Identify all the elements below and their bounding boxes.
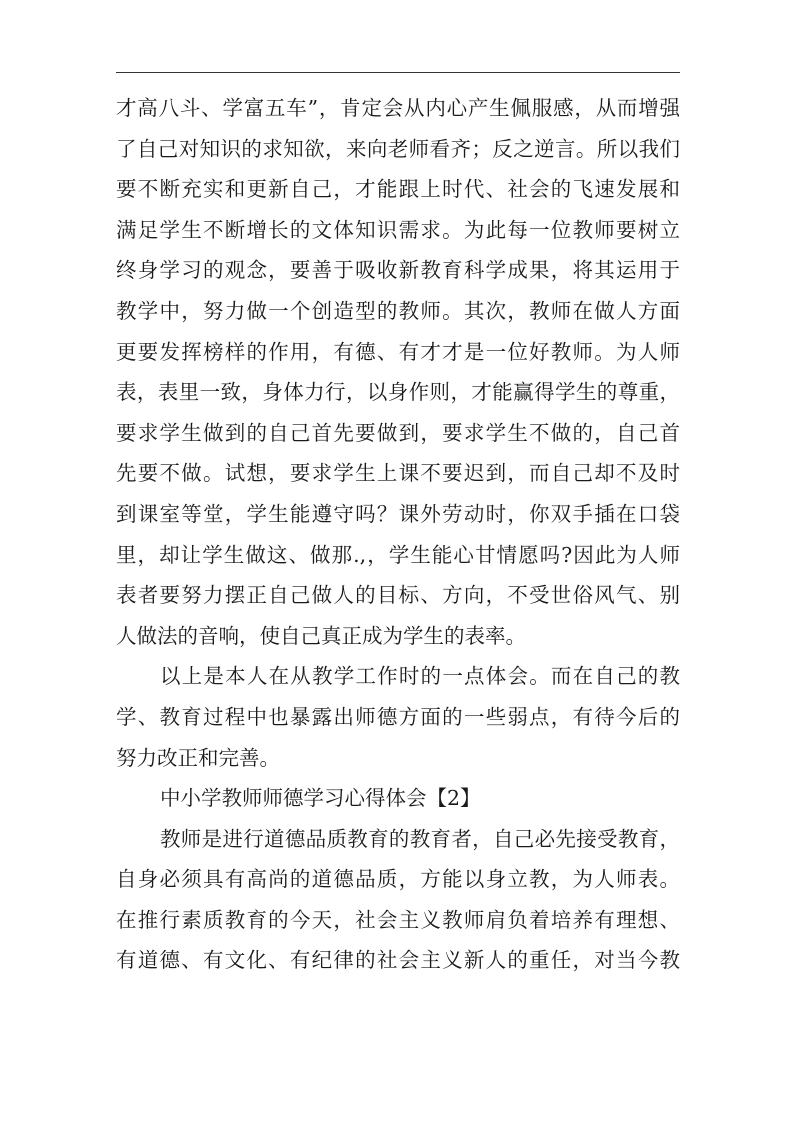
text-line: 教师是进行道德品质教育的教育者，自己必先接受教育， [160, 826, 680, 851]
text-line: 更要发挥榜样的作用，有德、有才才是一位好教师。为人师 [116, 339, 680, 364]
header-rule [116, 72, 680, 73]
text-line: 了自己对知识的求知欲，来向老师看齐；反之逆言。所以我们 [116, 136, 680, 161]
text-line: 人做法的音响，使自己真正成为学生的表率。 [116, 623, 526, 648]
text-line: 满足学生不断增长的文体知识需求。为此每一位教师要树立 [116, 217, 680, 242]
text-line: 先要不做。试想，要求学生上课不要迟到，而自己却不及时 [116, 461, 680, 486]
text-line: 学、教育过程中也暴露出师德方面的一些弱点，有待今后的 [116, 704, 680, 729]
text-line: 努力改正和完善。 [116, 745, 280, 770]
text-line: 以上是本人在从教学工作时的一点体会。而在自己的教 [160, 664, 680, 689]
text-line: 表，表里一致，身体力行，以身作则，才能赢得学生的尊重， [116, 380, 680, 405]
text-line: 要不断充实和更新自己，才能跟上时代、社会的飞速发展和 [116, 177, 680, 202]
text-line: 教学中，努力做一个创造型的教师。其次，教师在做人方面 [116, 298, 680, 323]
section-heading: 中小学教师师德学习心得体会【2】 [160, 786, 481, 811]
text-line: 在推行素质教育的今天，社会主义教师肩负着培养有理想、 [116, 907, 680, 932]
text-line: 有道德、有文化、有纪律的社会主义新人的重任，对当今教 [116, 948, 680, 973]
text-line: 表者要努力摆正自己做人的目标、方向，不受世俗风气、别 [116, 583, 680, 608]
text-line: 里，却让学生做这、做那.,，学生能心甘情愿吗?因此为人师 [116, 542, 680, 567]
text-line: 才高八斗、学富五车”，肯定会从内心产生佩服感，从而增强 [116, 96, 680, 120]
text-line: 要求学生做到的自己首先要做到，要求学生不做的，自己首 [116, 420, 680, 445]
document-body [116, 88, 680, 981]
text-line: 自身必须具有高尚的道德品质，方能以身立教，为人师表。 [116, 867, 680, 892]
text-line: 到课室等堂，学生能遵守吗？课外劳动时，你双手插在口袋 [116, 501, 680, 526]
text-line: 终身学习的观念，要善于吸收新教育科学成果，将其运用于 [116, 258, 680, 283]
